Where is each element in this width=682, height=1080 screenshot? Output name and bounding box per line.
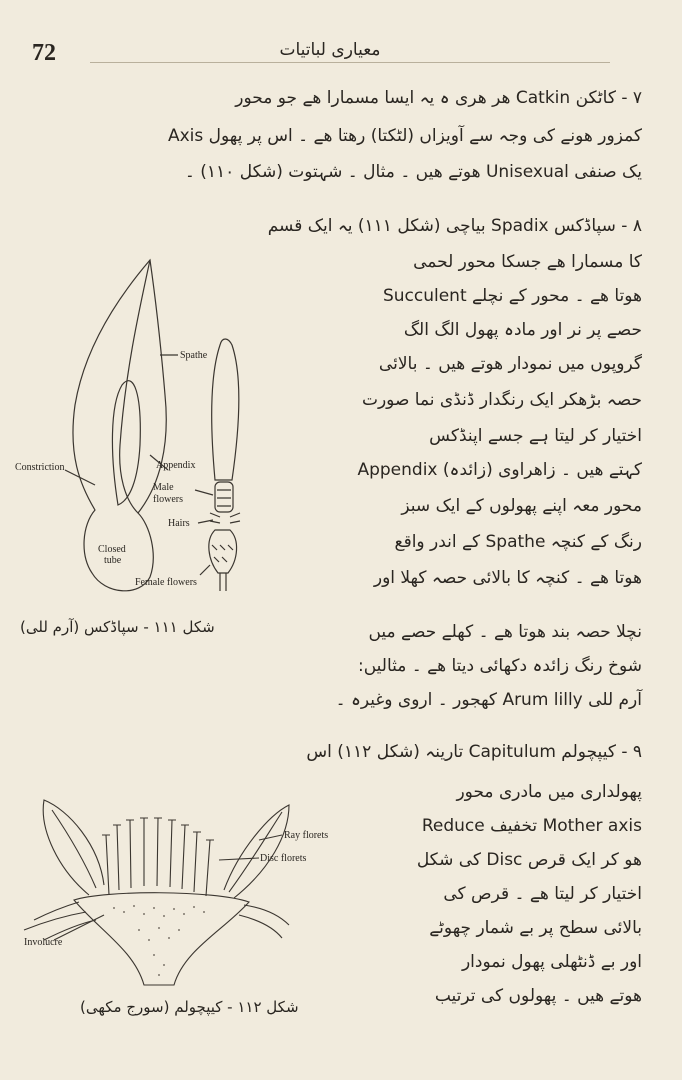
label-spathe: Spathe bbox=[180, 350, 208, 361]
female-flower-marks bbox=[212, 545, 233, 562]
female-pointer bbox=[200, 565, 210, 575]
spadix-line-5: حصہ بڑھکر ایک رنگدار ڈنڈی نما صورت bbox=[361, 390, 642, 410]
label-closed: Closed bbox=[98, 544, 126, 555]
male-flower-rows bbox=[217, 490, 231, 506]
spadix-line-4: گروپوں میں نمودار ھوتے ھیں ۔ بالائی bbox=[378, 354, 642, 374]
capitulum-line-2: Reduce تخفیف Mother axis bbox=[421, 816, 642, 836]
ray-pointer bbox=[259, 835, 282, 840]
capitulum-drawing bbox=[14, 790, 344, 995]
spadix-line-2: Succulent ھوتا ھے ۔ محور کے نچلے bbox=[382, 286, 642, 306]
spadix-heading: ۸ - سپاڈکس Spadix بیاچی (شکل ۱۱۱) یہ ایک قسم bbox=[267, 216, 642, 236]
spadix-line-13: آرم للی Arum lilly کھجور ۔ اروی وغیرہ ۔ bbox=[335, 690, 642, 710]
label-hairs: Hairs bbox=[168, 518, 190, 529]
spadix-drawing bbox=[10, 255, 270, 600]
receptacle-stipple bbox=[113, 905, 205, 976]
running-title: معیاری لباتیات bbox=[279, 40, 381, 60]
left-ray-floret bbox=[43, 800, 104, 895]
female-flower-cluster bbox=[209, 530, 237, 573]
spadix-line-6: اختیار کر لیتا ہے جسے اپنڈکس bbox=[429, 426, 642, 446]
capitulum-heading: ۹ - کیپچولم Capitulum تارینہ (شکل ۱۱۲) اس bbox=[306, 742, 642, 762]
capitulum-line-4: اختیار کر لیتا ھے ۔ قرص کی bbox=[443, 884, 642, 904]
label-involucre: Involucre bbox=[24, 937, 63, 948]
label-disc-florets: Disc florets bbox=[260, 853, 307, 864]
capitulum-line-6: اور بے ڈنٹھلی پھول نمودار bbox=[461, 952, 642, 972]
spadix-line-7: Appendix (زائدہ) کہتے ھیں ۔ زاھراوی bbox=[357, 460, 642, 480]
catkin-line-1: ۷ - کاٹکن Catkin ھر ھری ہ یہ ایسا مسمارا ھے جو محور bbox=[235, 88, 642, 108]
spadix-line-10: ھوتا ھے ۔ کنچہ کا بالائی حصہ کھلا اور bbox=[373, 568, 642, 588]
catkin-line-3: یک صنفی Unisexual ھوتے ھیں ۔ مثال ۔ شہتوت (شکل ۱۱۰) ۔ bbox=[184, 162, 642, 182]
hairs-marks bbox=[210, 513, 240, 523]
involucre-bracts-right bbox=[239, 905, 289, 938]
disc-floret-tubes bbox=[106, 818, 210, 896]
capitulum-line-7: ھوتے ھیں ۔ پھولوں کی ترتیب bbox=[434, 986, 642, 1006]
male-flower-band bbox=[215, 482, 233, 512]
right-ray-vein bbox=[229, 812, 282, 892]
capitulum-line-3: ھو کر ایک قرص Disc کی شکل bbox=[416, 850, 642, 870]
header-rule bbox=[90, 62, 610, 63]
catkin-line-2: Axis کمزور ھونے کی وجہ سے آویزاں (لٹکتا) رھتا ھے ۔ اس پر پھول bbox=[167, 126, 642, 146]
label-male: Male bbox=[153, 482, 174, 493]
receptacle bbox=[74, 893, 249, 985]
constriction-pointer bbox=[65, 470, 95, 485]
inner-appendix bbox=[112, 381, 140, 505]
figure-111-spadix bbox=[10, 255, 270, 600]
spathe-outline bbox=[73, 260, 166, 591]
spadix-line-9: رنگ کے کنچہ Spathe کے اندر واقع bbox=[394, 532, 642, 552]
label-constriction: Constriction bbox=[15, 462, 65, 473]
label-tube: tube bbox=[104, 555, 122, 566]
spadix-line-11: نچلا حصہ بند ھوتا ھے ۔ کھلے حصے میں bbox=[368, 622, 642, 642]
figure-111-caption: شکل ۱۱۱ - سپاڈکس (آرم للی) bbox=[20, 618, 215, 636]
spadix-line-3: حصے پر نر اور مادہ پھول الگ الگ bbox=[403, 320, 642, 340]
spadix-line-12: شوخ رنگ زائدہ دکھائی دیتا ھے ۔ مثالیں: bbox=[357, 656, 642, 676]
label-ray-florets: Ray florets bbox=[284, 830, 329, 841]
label-flowers: flowers bbox=[153, 494, 183, 505]
figure-112-caption: شکل ۱۱۲ - کیپچولم (سورج مکھی) bbox=[80, 998, 299, 1016]
male-pointer bbox=[195, 490, 213, 495]
spadix-appendix-shape bbox=[212, 339, 239, 480]
page-number: 72 bbox=[32, 40, 56, 66]
involucre-bracts-left bbox=[24, 902, 96, 940]
spadix-line-1: کا مسمارا ھے جسکا محور لحمی bbox=[413, 252, 642, 272]
label-appendix: Appendix bbox=[156, 460, 196, 471]
spadix-line-8: محور معہ اپنے پھولوں کے ایک سبز bbox=[401, 496, 642, 516]
spadix-stalk bbox=[220, 573, 226, 591]
label-female: Female flowers bbox=[135, 577, 197, 588]
capitulum-line-1: پھولداری میں مادری محور bbox=[456, 782, 642, 802]
figure-112-capitulum bbox=[14, 790, 344, 995]
capitulum-line-5: بالائی سطح پر بے شمار چھوٹے bbox=[429, 918, 642, 938]
